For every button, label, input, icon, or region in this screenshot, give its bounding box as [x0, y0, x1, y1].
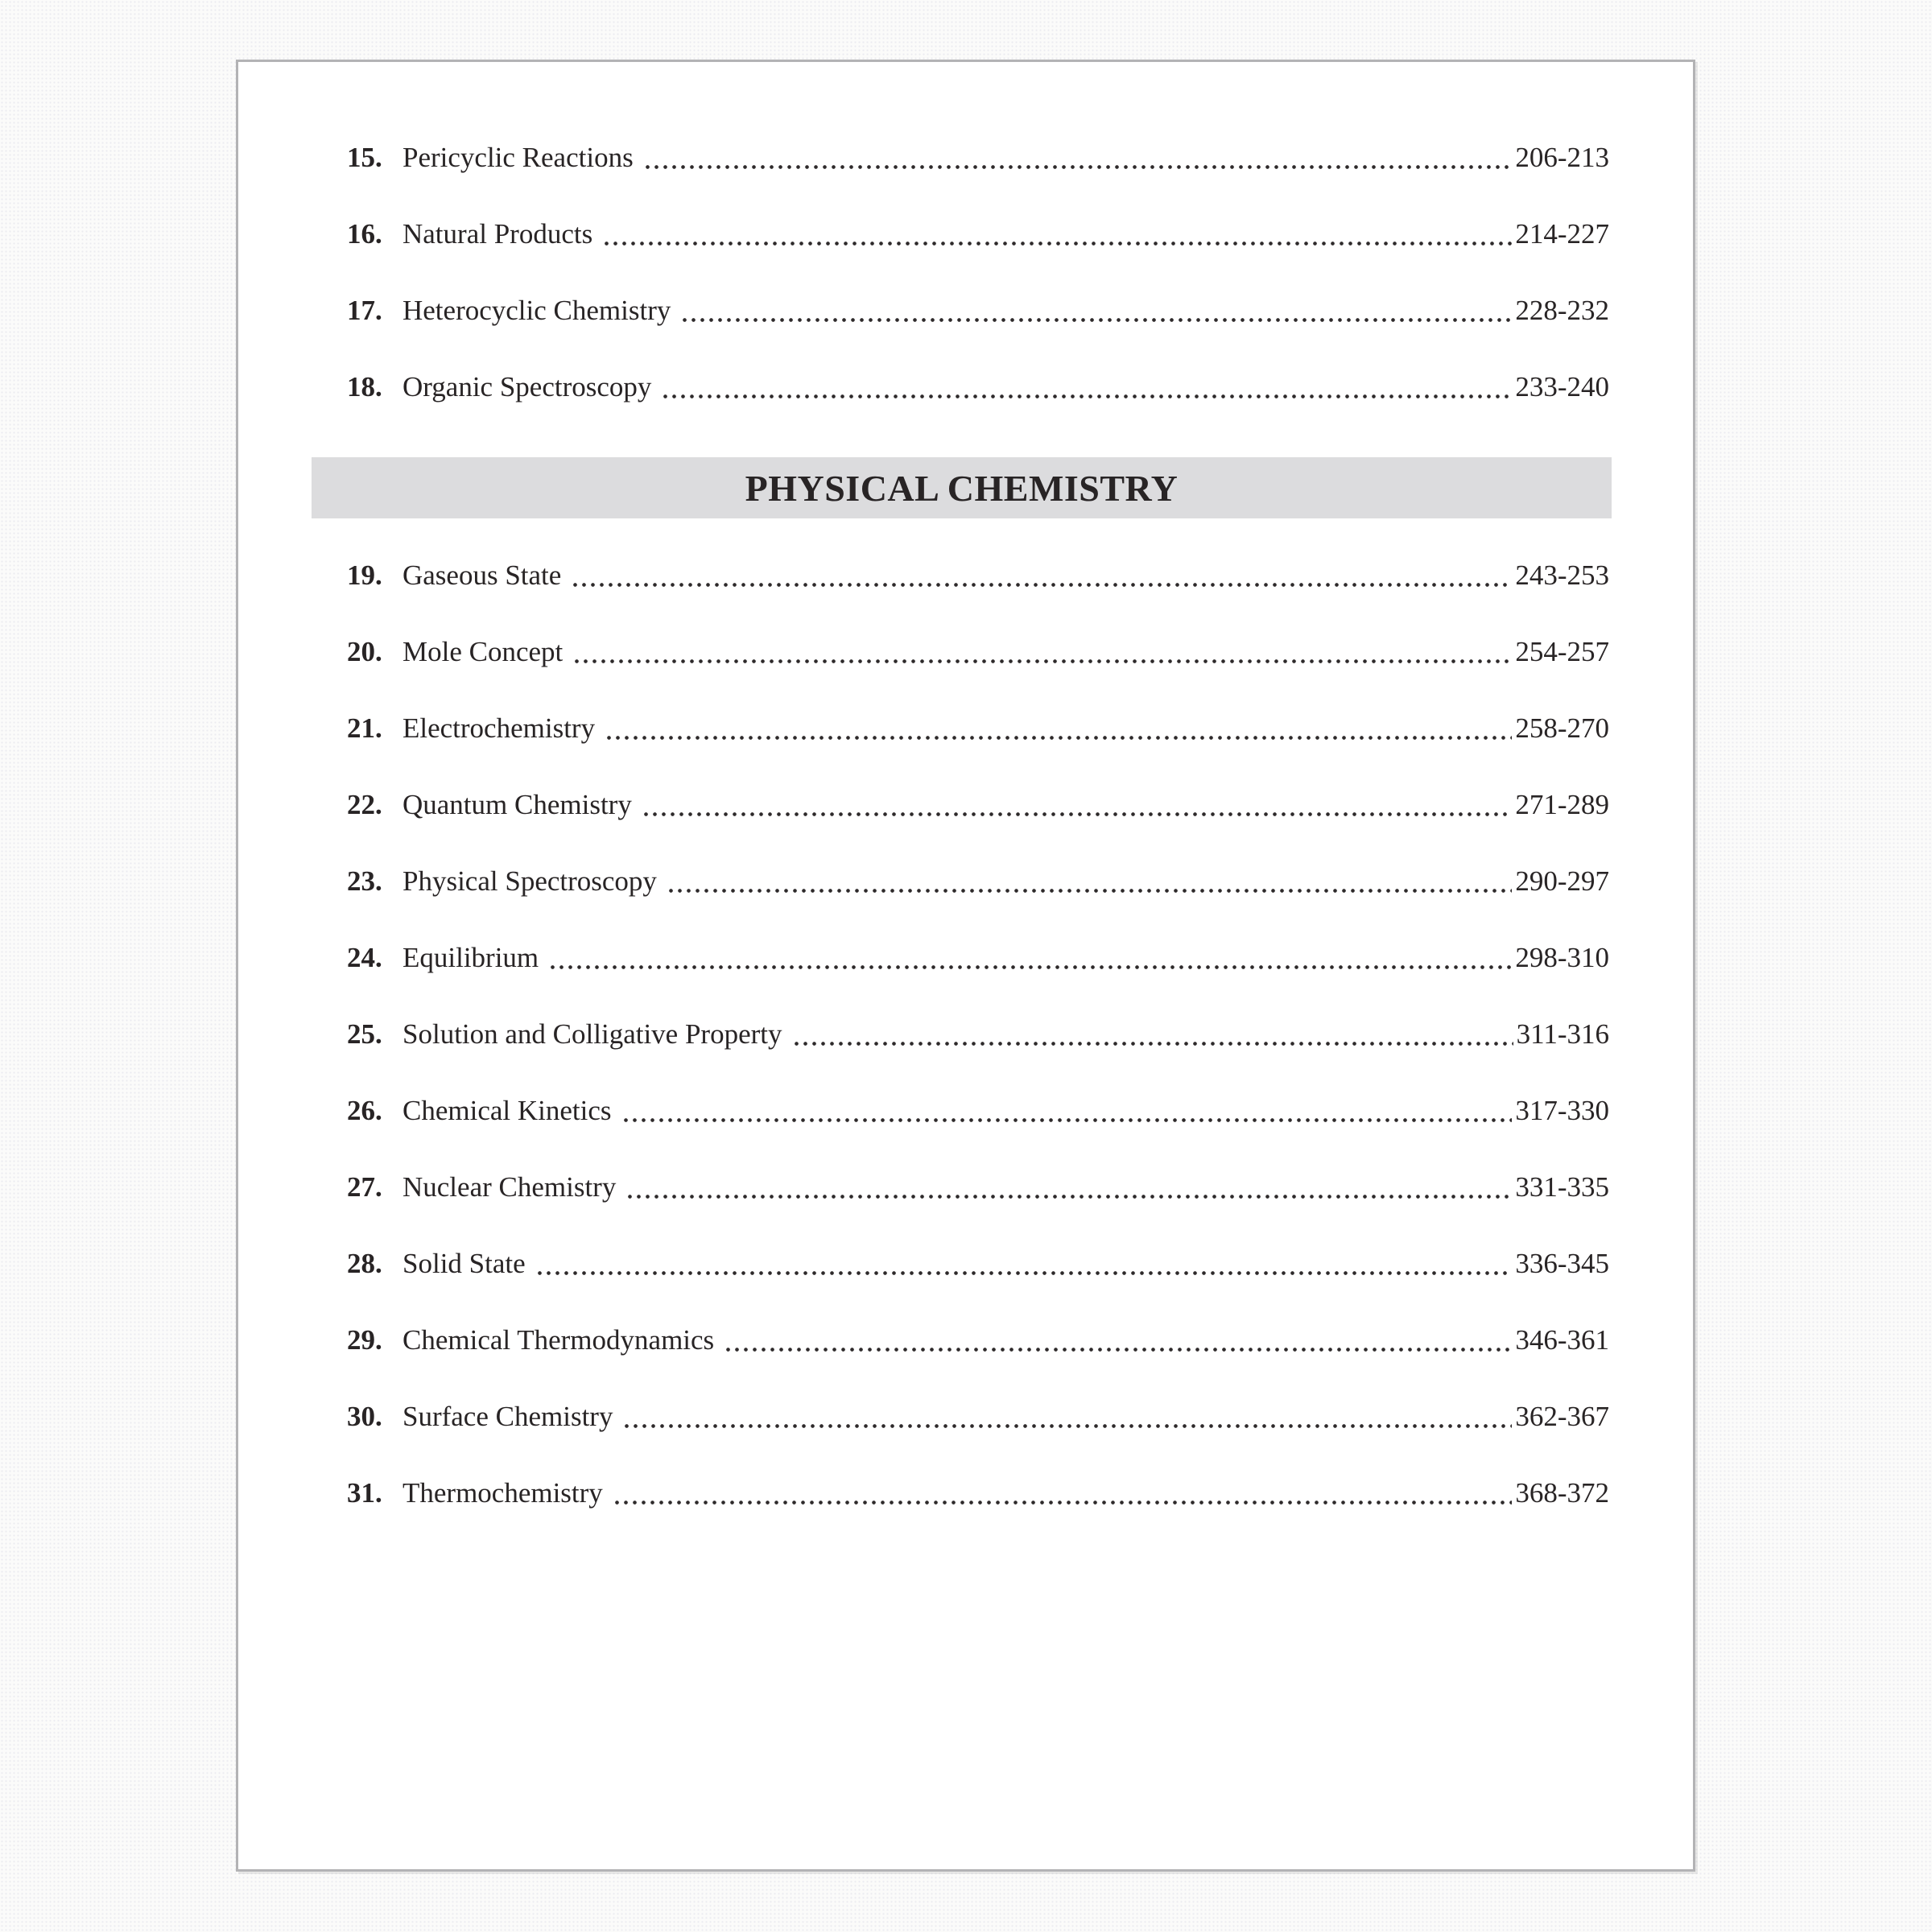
chapter-title: Nuclear Chemistry	[402, 1171, 617, 1203]
page-range: 331-335	[1515, 1171, 1609, 1203]
chapter-title: Heterocyclic Chemistry	[402, 295, 671, 326]
chapter-title: Gaseous State	[402, 559, 562, 591]
dot-leader	[643, 165, 1513, 169]
section-header-physical-chemistry: PHYSICAL CHEMISTRY	[312, 457, 1612, 518]
page-range: 362-367	[1515, 1401, 1609, 1432]
dot-leader	[625, 1195, 1512, 1199]
toc-entry	[347, 942, 1609, 974]
toc-entry	[347, 1018, 1609, 1051]
toc-entry	[347, 371, 1609, 403]
chapter-title: Mole Concept	[402, 636, 564, 667]
dot-leader	[621, 1118, 1513, 1122]
page-range: 368-372	[1515, 1477, 1609, 1509]
toc-entry	[347, 1248, 1609, 1280]
chapter-title: Surface Chemistry	[402, 1401, 613, 1432]
chapter-number: 17.	[347, 295, 382, 326]
dot-leader	[572, 659, 1512, 663]
chapter-number: 31.	[347, 1477, 382, 1509]
chapter-title: Organic Spectroscopy	[402, 371, 652, 402]
chapter-number: 18.	[347, 371, 382, 402]
dot-leader	[605, 736, 1512, 740]
chapter-title: Thermochemistry	[402, 1477, 603, 1509]
toc-list	[238, 62, 1693, 1509]
page-range: 233-240	[1515, 371, 1609, 402]
page-range: 258-270	[1515, 712, 1609, 744]
chapter-title: Chemical Thermodynamics	[402, 1324, 715, 1356]
dot-leader	[613, 1501, 1513, 1505]
dot-leader	[724, 1348, 1512, 1352]
page-range: 206-213	[1515, 142, 1609, 173]
page-range: 254-257	[1515, 636, 1609, 667]
dot-leader	[661, 394, 1512, 398]
chapter-number: 16.	[347, 218, 382, 250]
chapter-title: Physical Spectroscopy	[402, 865, 657, 897]
chapter-number: 20.	[347, 636, 382, 667]
chapter-number: 24.	[347, 942, 382, 973]
toc-entry	[347, 218, 1609, 250]
dot-leader	[622, 1424, 1512, 1428]
toc-entry	[347, 1324, 1609, 1356]
chapter-number: 19.	[347, 559, 382, 591]
chapter-title: Solid State	[402, 1248, 526, 1279]
chapter-title: Quantum Chemistry	[402, 789, 632, 820]
page-range: 317-330	[1515, 1095, 1609, 1126]
page-range: 228-232	[1515, 295, 1609, 326]
toc-entry	[347, 1401, 1609, 1433]
chapter-number: 27.	[347, 1171, 382, 1203]
chapter-title: Equilibrium	[402, 942, 539, 973]
page-range: 290-297	[1515, 865, 1609, 897]
chapter-number: 26.	[347, 1095, 382, 1126]
chapter-number: 15.	[347, 142, 382, 173]
chapter-number: 29.	[347, 1324, 382, 1356]
page-range: 298-310	[1515, 942, 1609, 973]
toc-entry	[347, 142, 1609, 174]
page-range: 346-361	[1515, 1324, 1609, 1356]
dot-leader	[571, 583, 1512, 587]
chapter-title: Natural Products	[402, 218, 593, 250]
toc-entry	[347, 1477, 1609, 1509]
page-range: 311-316	[1516, 1018, 1609, 1050]
chapter-number: 30.	[347, 1401, 382, 1432]
chapter-number: 21.	[347, 712, 382, 744]
toc-entry	[347, 789, 1609, 821]
chapter-number: 23.	[347, 865, 382, 897]
chapter-title: Solution and Colligative Property	[402, 1018, 782, 1050]
toc-entry	[347, 295, 1609, 327]
toc-entry	[347, 559, 1609, 592]
toc-entry	[347, 865, 1609, 898]
page-range: 336-345	[1515, 1248, 1609, 1279]
page-range: 271-289	[1515, 789, 1609, 820]
dot-leader	[680, 318, 1512, 322]
chapter-number: 25.	[347, 1018, 382, 1050]
toc-entry	[347, 636, 1609, 668]
page-range: 214-227	[1515, 218, 1609, 250]
dot-leader	[548, 965, 1512, 969]
toc-entry	[347, 1171, 1609, 1203]
dot-leader	[667, 889, 1512, 893]
chapter-title: Pericyclic Reactions	[402, 142, 634, 173]
dot-leader	[602, 242, 1512, 246]
page-range: 243-253	[1515, 559, 1609, 591]
dot-leader	[792, 1042, 1513, 1046]
dot-leader	[642, 812, 1513, 816]
chapter-title: Chemical Kinetics	[402, 1095, 612, 1126]
chapter-number: 28.	[347, 1248, 382, 1279]
chapter-number: 22.	[347, 789, 382, 820]
toc-entry	[347, 712, 1609, 745]
chapter-title: Electrochemistry	[402, 712, 596, 744]
dot-leader	[535, 1271, 1513, 1275]
toc-entry	[347, 1095, 1609, 1127]
toc-page	[236, 60, 1695, 1872]
